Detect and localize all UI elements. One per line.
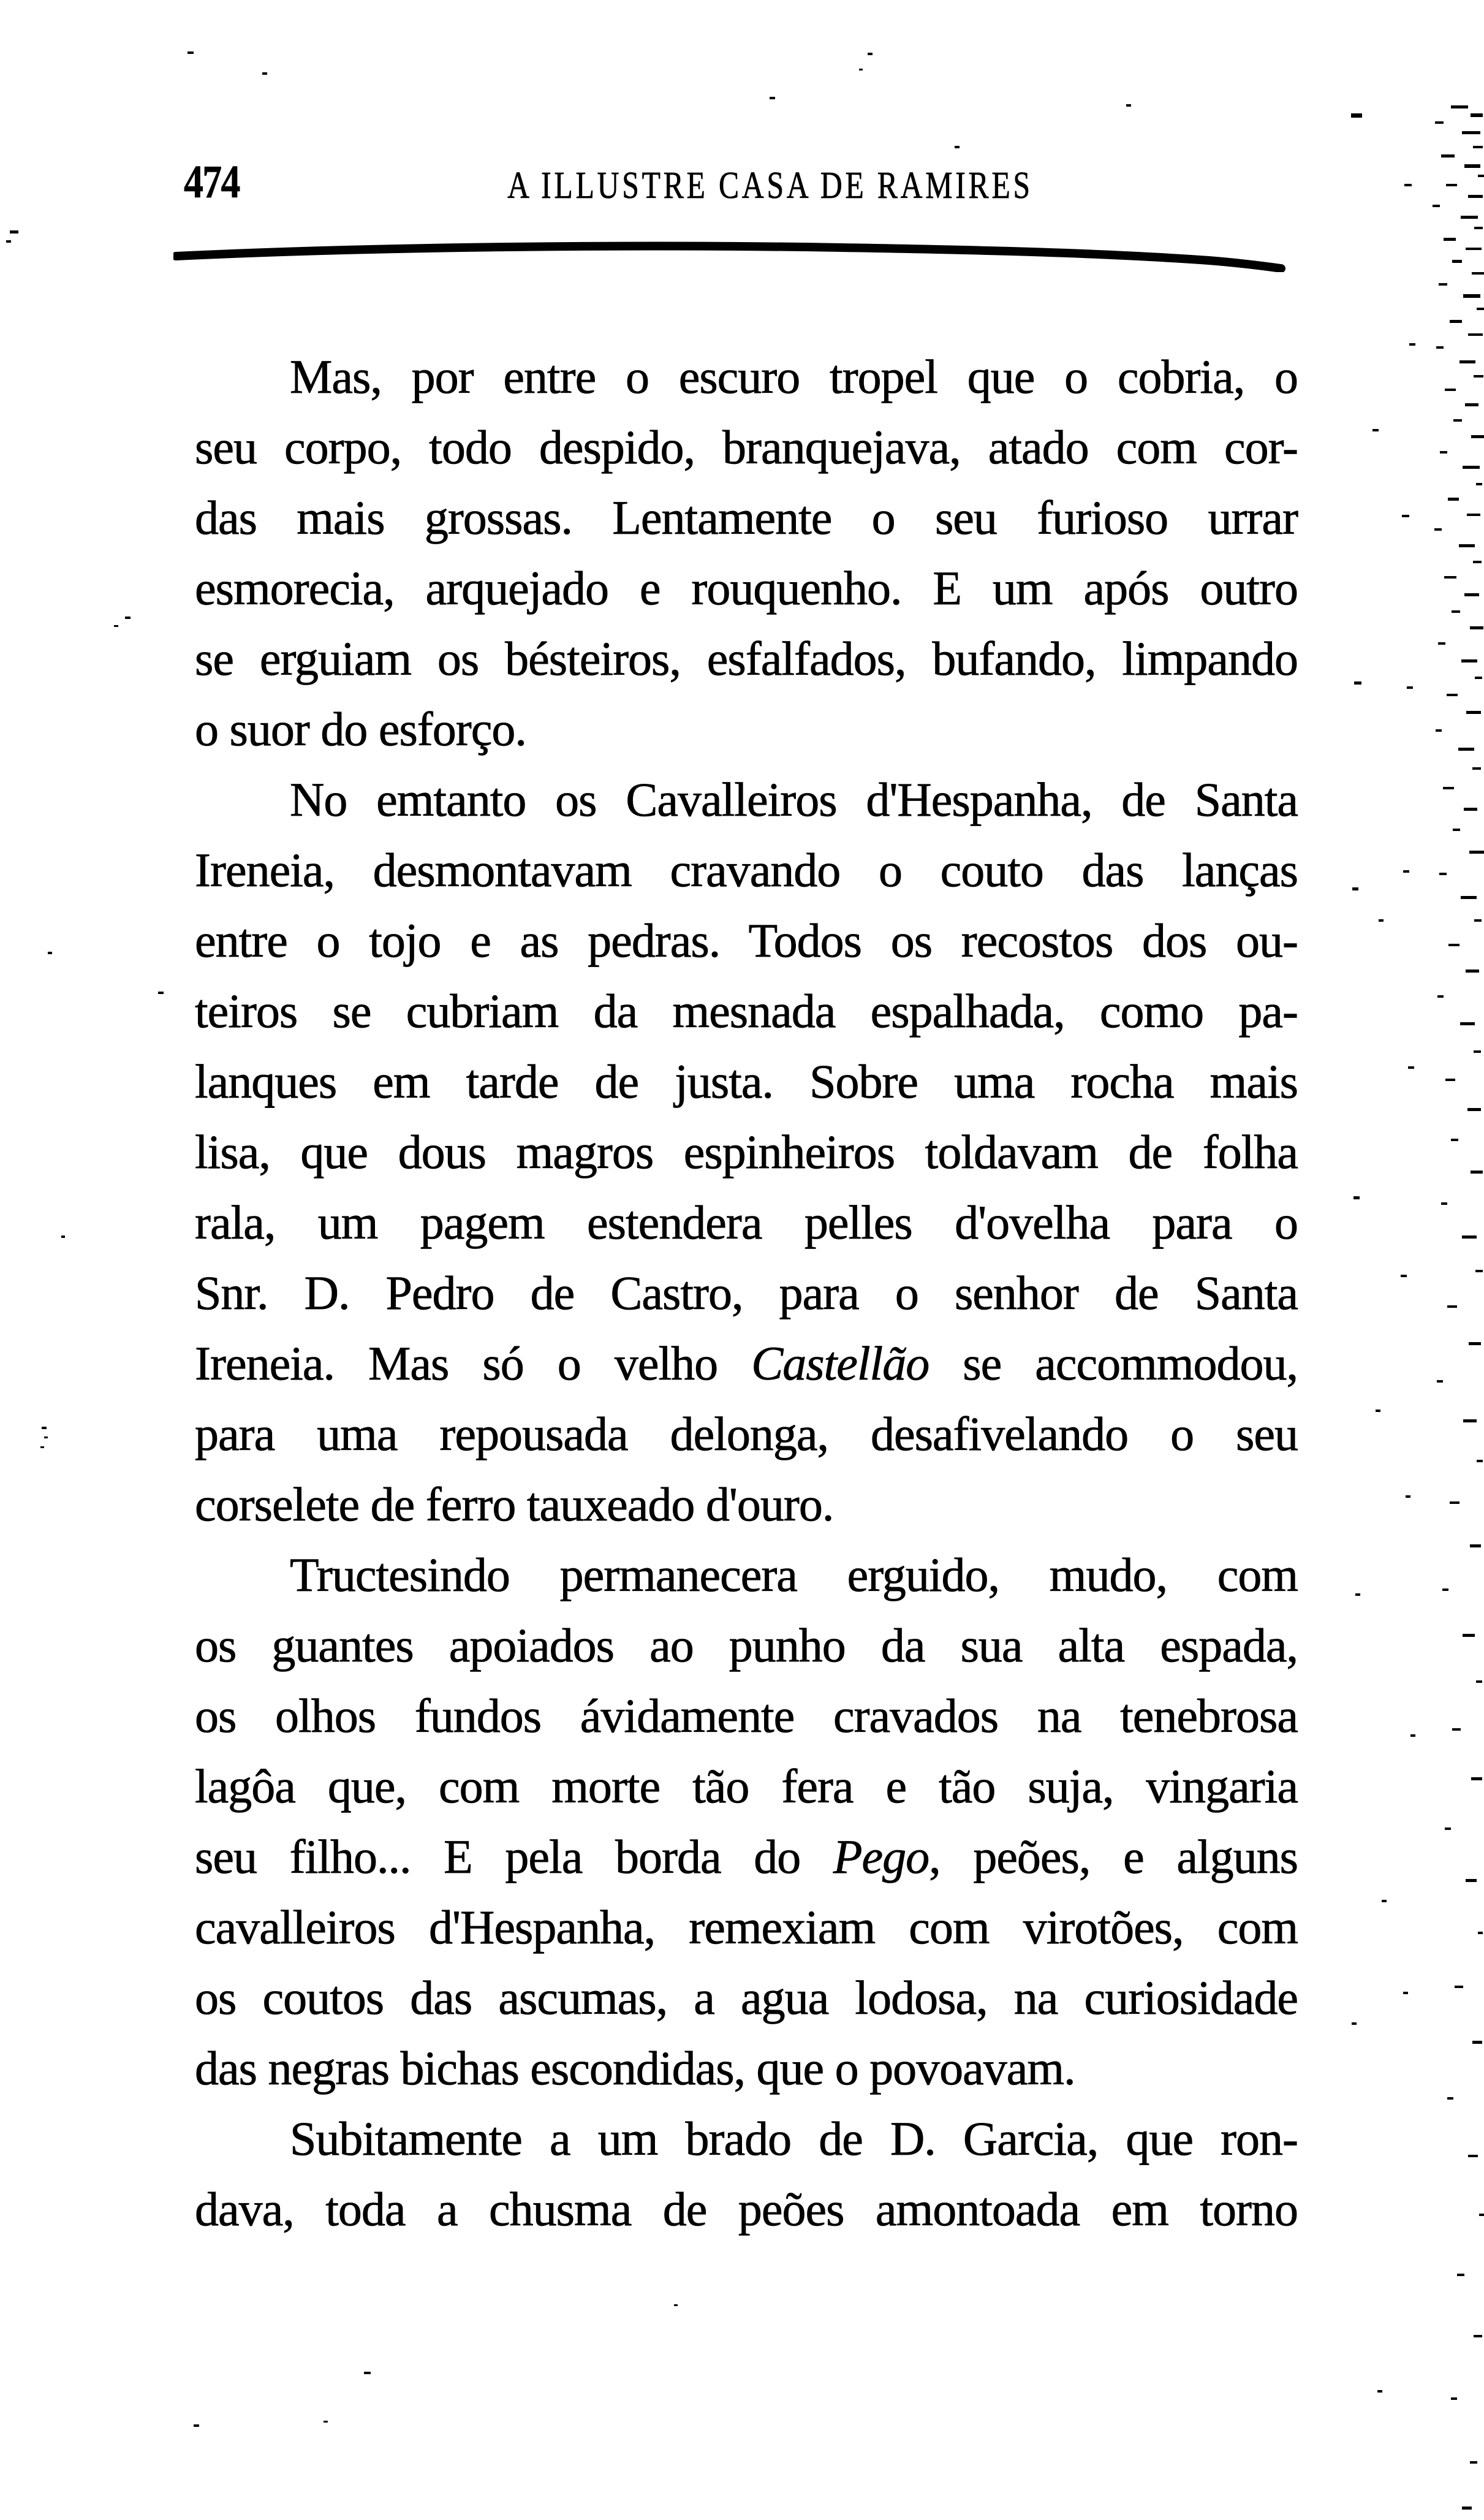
text-segment: seu corpo, todo despido, branquejava, atado com cor- [195,420,1298,474]
text-line [195,764,1298,835]
text-line [195,1821,1298,1892]
text-segment: rala, um pagem estendera pelles d'ovelha para o [195,1196,1298,1249]
text-line [195,553,1298,623]
text-line [195,1046,1298,1117]
text-segment: os olhos fundos ávidamente cravados na tenebrosa [195,1689,1298,1742]
text-segment: dava, toda a chusma de peões amontoada em torno [195,2182,1298,2236]
page-number: 474 [184,156,240,208]
text-segment: os guantes apoiados ao punho da sua alta espada, [195,1619,1298,1672]
text-line [195,1328,1298,1399]
text-segment: , peões, e alguns [929,1830,1298,1883]
text-line [195,694,1298,764]
text-segment: Mas, por entre o escuro tropel que o cobria, o [290,350,1298,403]
text-segment: das negras bichas escondidas, que o povoavam. [195,2041,1075,2095]
text-line [195,2103,1298,2174]
text-line [195,2033,1298,2103]
text-segment: cavalleiros d'Hespanha, remexiam com virotões, com [195,1900,1298,1954]
italic-text-segment: Pego [833,1830,929,1883]
text-line [195,1258,1298,1328]
italic-text-segment: Castellão [751,1337,929,1390]
text-line [195,1399,1298,1469]
text-segment: esmorecia, arquejado e rouquenho. E um após outro [195,561,1298,615]
text-line [195,835,1298,905]
text-segment: para uma repousada delonga, desafivelando o seu [195,1407,1298,1460]
text-segment: lagôa que, com morte tão fera e tão suja, vingaria [195,1759,1298,1813]
text-line [195,1962,1298,2033]
text-segment: se erguiam os bésteiros, esfalfados, bufando, limpando [195,632,1298,685]
text-line [195,412,1298,482]
text-line [195,1751,1298,1821]
text-segment: corselete de ferro tauxeado d'ouro. [195,1478,834,1531]
text-line [195,976,1298,1046]
text-segment: se accommodou, [929,1337,1298,1390]
text-segment: Ireneia, desmontavam cravando o couto das lanças [195,843,1298,897]
text-line [195,341,1298,412]
text-segment: lanques em tarde de justa. Sobre uma rocha mais [195,1055,1298,1108]
text-line [195,1187,1298,1258]
text-segment: lisa, que dous magros espinheiros toldavam de folha [195,1125,1298,1178]
text-segment: teiros se cubriam da mesnada espalhada, como pa- [195,984,1298,1038]
text-line [195,1610,1298,1680]
text-line [195,905,1298,976]
running-header-title: A ILLUSTRE CASA DE RAMIRES [507,165,1033,207]
text-segment: Ireneia. Mas só o velho [195,1337,752,1390]
text-segment: entre o tojo e as pedras. Todos os recostos dos ou- [195,914,1298,967]
text-segment: Tructesindo permanecera erguido, mudo, com [290,1548,1298,1601]
body-text [195,341,1298,2244]
text-line [195,1539,1298,1610]
text-segment: Subitamente a um brado de D. Garcia, que ron- [290,2112,1298,2165]
text-segment: das mais grossas. Lentamente o seu furioso urrar [195,491,1298,544]
text-line [195,2174,1298,2244]
text-segment: seu filho... E pela borda do [195,1830,833,1883]
text-line [195,1892,1298,1962]
text-line [195,1117,1298,1187]
text-segment: No emtanto os Cavalleiros d'Hespanha, de Santa [290,773,1298,826]
header-rule [173,240,1285,272]
text-line [195,1469,1298,1539]
text-line [195,1680,1298,1751]
text-line [195,623,1298,694]
text-segment: Snr. D. Pedro de Castro, para o senhor de Santa [195,1266,1298,1319]
text-line [195,482,1298,553]
text-segment: o suor do esforço. [195,702,526,756]
text-segment: os coutos das ascumas, a agua lodosa, na curiosidade [195,1971,1298,2024]
